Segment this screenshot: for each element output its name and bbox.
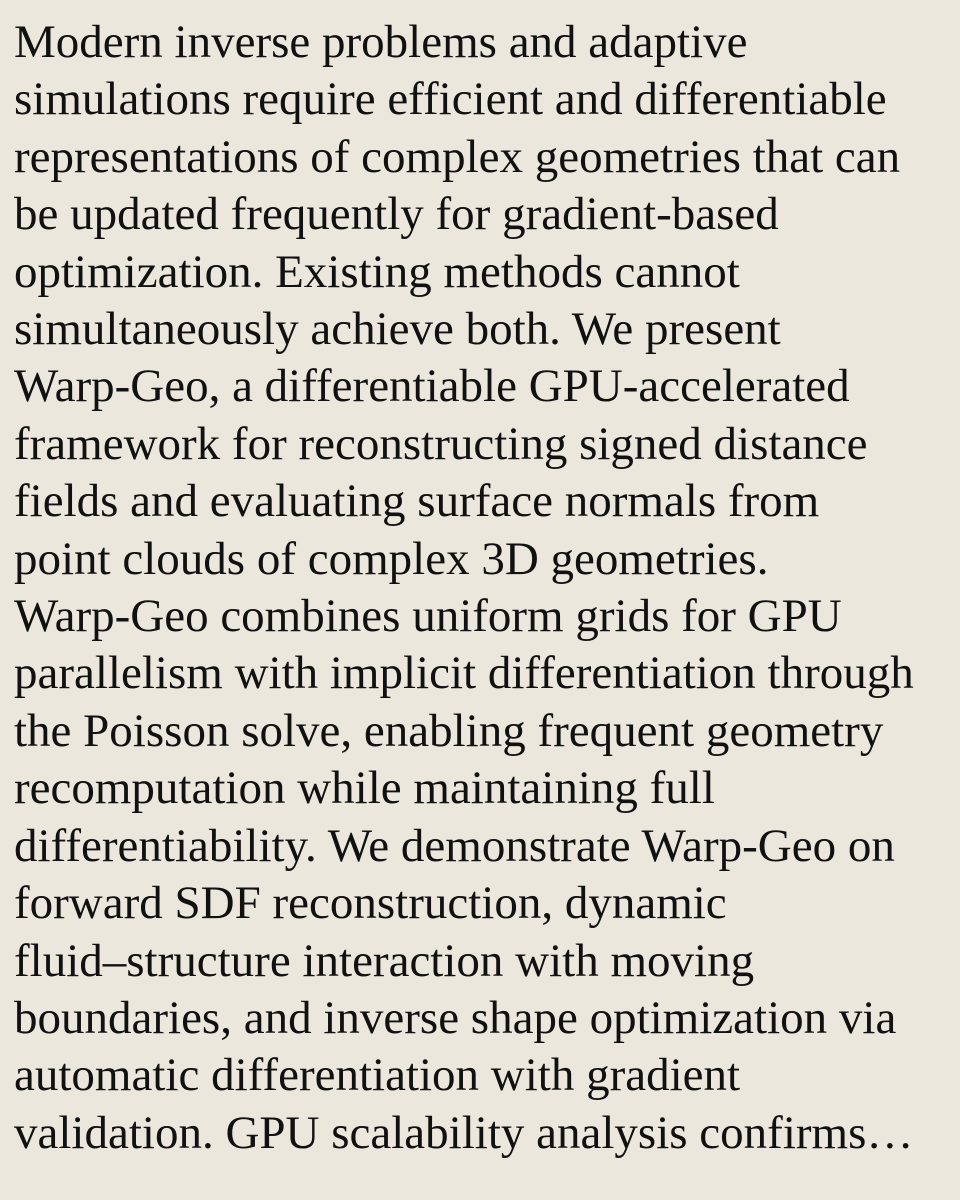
abstract-line: parallelism with implicit differentiation through bbox=[14, 647, 914, 700]
abstract-line: Modern inverse problems and adaptive bbox=[14, 16, 748, 68]
abstract-line: optimization. Existing methods cannot bbox=[14, 245, 740, 298]
abstract-line: boundaries, and inverse shape optimization via bbox=[14, 991, 897, 1044]
abstract-line: representations of complex geometries that can bbox=[14, 130, 901, 183]
abstract-line: Warp-Geo combines uniform grids for GPU bbox=[14, 590, 842, 643]
abstract-line: fields and evaluating surface normals from bbox=[14, 475, 820, 528]
abstract-line: the Poisson solve, enabling frequent geometry bbox=[14, 704, 884, 757]
abstract-line: forward SDF reconstruction, dynamic bbox=[14, 877, 727, 930]
abstract-line: simulations require efficient and differentiable bbox=[14, 73, 887, 126]
abstract-line: validation. GPU scalability analysis confirms… bbox=[14, 1106, 914, 1159]
abstract-line: simultaneously achieve both. We present bbox=[14, 303, 781, 356]
abstract-line: framework for reconstructing signed distance bbox=[14, 417, 868, 470]
abstract-line: be updated frequently for gradient-based bbox=[14, 188, 779, 241]
abstract-line: Warp-Geo, a differentiable GPU-accelerated bbox=[14, 360, 850, 413]
abstract-line: fluid–structure interaction with moving bbox=[14, 934, 755, 987]
abstract-line: point clouds of complex 3D geometries. bbox=[14, 532, 769, 585]
abstract-line: recomputation while maintaining full bbox=[14, 762, 715, 815]
abstract-line: differentiability. We demonstrate Warp-Geo on bbox=[14, 819, 895, 872]
abstract-line: automatic differentiation with gradient bbox=[14, 1049, 741, 1102]
abstract-paragraph bbox=[14, 14, 950, 1162]
